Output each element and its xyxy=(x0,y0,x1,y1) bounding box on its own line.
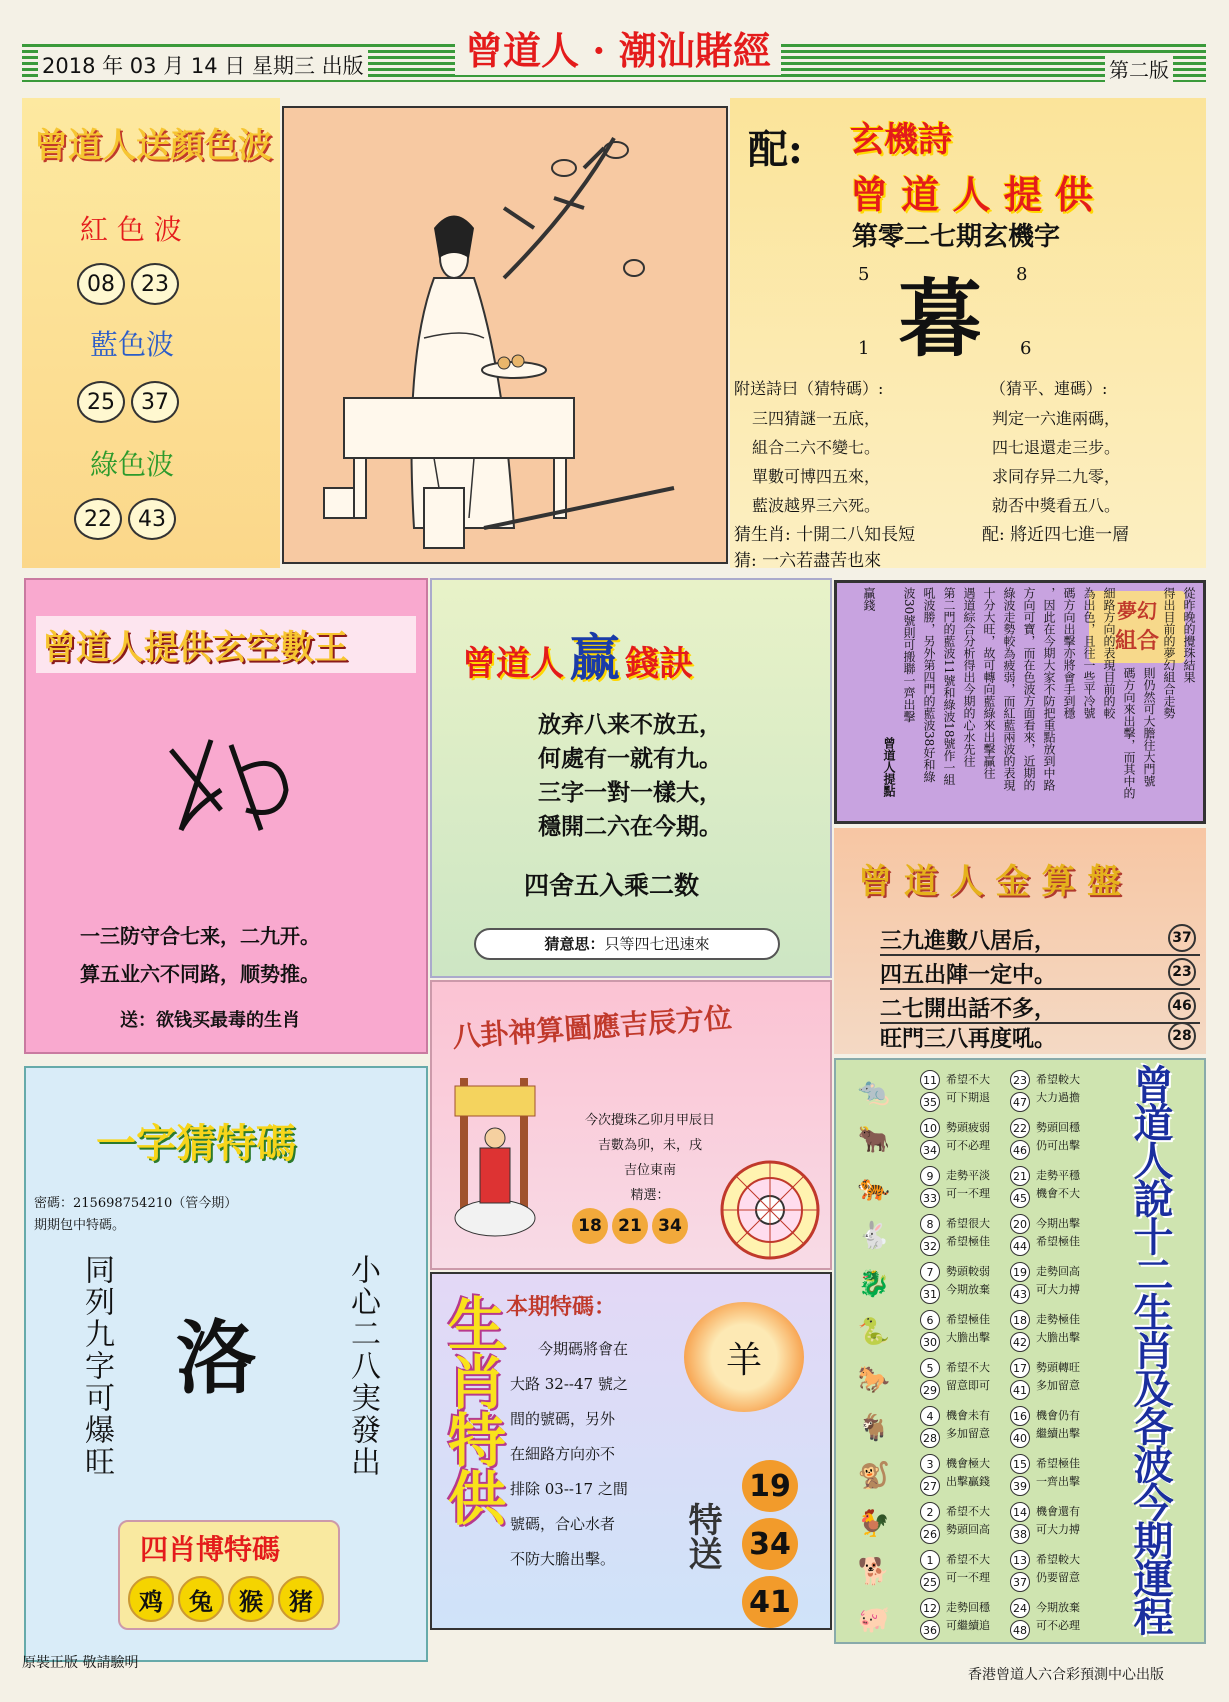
win-money-hint xyxy=(474,928,780,960)
win-title-a: 曾道人 xyxy=(462,644,564,684)
guess2-label: 猜: xyxy=(734,551,757,568)
zodiac-fortune: 希望很大 xyxy=(946,1217,990,1230)
zodiac-fortune: 走勢回高 xyxy=(1036,1265,1080,1278)
goat-icon: 🐐 xyxy=(857,1413,891,1443)
dream-col: 第二門的藍波11號和綠波18號作一組 xyxy=(942,587,956,786)
zodiac-fortune: 勢頭回穩 xyxy=(1036,1121,1080,1134)
calc-board-row xyxy=(880,1022,1200,1052)
dream-sign: 曾道人提點 xyxy=(882,737,896,797)
zodiac-fortune: 多加留意 xyxy=(946,1427,990,1440)
guess-text: 十開二八知長短 xyxy=(796,525,916,545)
zodiac-fortune: 仍可出擊 xyxy=(1036,1139,1080,1152)
zodiac-fortune: 機會極大 xyxy=(946,1457,990,1470)
zodiac-row xyxy=(836,1212,1104,1260)
zodiac-fortune: 可一不理 xyxy=(946,1571,990,1584)
zodiac-body-line: 號碼，合心水者 xyxy=(510,1515,616,1533)
zodiac-ball: 兔 xyxy=(178,1576,224,1622)
zodiac-fortune: 希望極佳 xyxy=(1036,1235,1080,1248)
zodiac-number: 15 xyxy=(1010,1454,1030,1474)
zodiac-number: 48 xyxy=(1010,1620,1030,1640)
scribble-character xyxy=(151,730,301,840)
win-line: 何處有一就有九。 xyxy=(538,745,722,772)
calc-num: 23 xyxy=(1168,958,1196,986)
calc-text: 四五出陣一定中。 xyxy=(880,962,1057,988)
zodiac-row xyxy=(836,1356,1104,1404)
bagua-wheel-icon xyxy=(718,1158,822,1262)
zodiac-number: 32 xyxy=(920,1236,940,1256)
guess-label: 猜生肖: xyxy=(734,525,791,545)
dream-col: 遇道綜合分析得出今期的心水先往 xyxy=(962,587,976,767)
zodiac-number: 42 xyxy=(1010,1332,1030,1352)
zodiac-ball: 鸡 xyxy=(128,1576,174,1622)
calc-num: 37 xyxy=(1168,924,1196,952)
bagua-number: 21 xyxy=(612,1208,648,1244)
zodiac-fortune: 走勢平穩 xyxy=(1036,1169,1080,1182)
dream-col: 則仍然可大膽往大門號 xyxy=(1142,667,1156,787)
code-line: 期期包中特碼。 xyxy=(34,1218,126,1233)
rat-icon: 🐀 xyxy=(857,1077,891,1107)
zodiac-body-line: 今期碼將會在 xyxy=(538,1340,629,1358)
horse-icon: 🐎 xyxy=(857,1365,891,1395)
dream-col: 綠波走勢較為疲弱，而紅藍兩波的表現 xyxy=(1002,587,1016,791)
zodiac-number: 28 xyxy=(920,1428,940,1448)
calc-text: 三九進數八居后， xyxy=(880,928,1057,954)
poem-right-lines xyxy=(992,404,1120,520)
zodiac-number: 39 xyxy=(1010,1476,1030,1496)
dream-combo-title1: 夢幻 xyxy=(1117,599,1157,623)
zodiac-fortune: 可不必理 xyxy=(946,1139,990,1152)
zodiac-number: 44 xyxy=(1010,1236,1030,1256)
zodiac-fortune: 可下期退 xyxy=(946,1091,990,1104)
zodiac-row xyxy=(836,1164,1104,1212)
zodiac-body-line: 大路 32--47 號之 xyxy=(510,1375,628,1393)
zodiac-fortune: 可大力搏 xyxy=(1036,1283,1080,1296)
bagua-lines xyxy=(558,1108,742,1208)
zodiac-fortune: 多加留意 xyxy=(1036,1379,1080,1392)
zodiac-fortune: 勢頭較弱 xyxy=(946,1265,990,1278)
poem-line: 三四猜謎一五底， xyxy=(752,409,881,428)
zodiac-fortune: 大膽出擊 xyxy=(1036,1331,1080,1344)
poem-line: 藍波越界三六死。 xyxy=(752,496,881,515)
mystic-poem-panel xyxy=(730,98,1206,568)
hint-label: 猜意思： xyxy=(544,935,605,953)
zodiac-number: 17 xyxy=(1010,1358,1030,1378)
bagua-number: 18 xyxy=(572,1208,608,1244)
zodiac-row xyxy=(836,1308,1104,1356)
red-wave-number: 23 xyxy=(131,263,179,305)
zodiac-number: 47 xyxy=(1010,1092,1030,1112)
mystic-char: 暮 xyxy=(898,269,983,368)
dream-col: 波30號則可搬聯一齊出擊 xyxy=(902,587,916,723)
zodiac-number: 29 xyxy=(920,1380,940,1400)
woman-illustration xyxy=(282,106,728,564)
tiger-icon: 🐅 xyxy=(857,1173,891,1203)
zodiac-fortune: 可一不理 xyxy=(946,1187,990,1200)
right-vertical-text: 小心二八実發出 xyxy=(345,1254,380,1478)
zodiac-number: 9 xyxy=(920,1166,940,1186)
zodiac-ball: 猴 xyxy=(228,1576,274,1622)
dream-col: 得出目前的夢幻組合走勢 xyxy=(1162,587,1176,719)
special-number: 41 xyxy=(742,1576,798,1628)
zodiac-special-body xyxy=(510,1332,628,1577)
zodiac-fortune: 大力過擔 xyxy=(1036,1091,1080,1104)
mystic-num: 5 xyxy=(858,264,870,285)
twelve-vert-title: 曾道人說十二生肖及各波今期運程 xyxy=(1127,1064,1174,1634)
rabbit-icon: 🐇 xyxy=(857,1221,891,1251)
zodiac-number: 23 xyxy=(1010,1070,1030,1090)
poem-line: 勍否中獎看五八。 xyxy=(992,496,1121,515)
dream-col: 碼方向來出擊，而其中的 xyxy=(1122,667,1136,799)
win-money-lines xyxy=(538,708,722,844)
zodiac-fortune: 機會還有 xyxy=(1036,1505,1080,1518)
zodiac-fortune: 走勢極佳 xyxy=(1036,1313,1080,1326)
dream-col: 從昨晚的攪珠結果 xyxy=(1182,587,1196,683)
zodiac-body-line: 排除 03--17 之間 xyxy=(510,1480,628,1498)
dream-col: 方向可寶，而在色波方面看來，近期的 xyxy=(1022,587,1036,791)
zodiac-fortune: 希望較大 xyxy=(1036,1553,1080,1566)
void-king-line: 算五业六不同路，顺势推。 xyxy=(80,962,320,986)
win-money-title xyxy=(462,618,693,690)
dream-combo-text xyxy=(859,587,1199,819)
zodiac-fortune: 可不必理 xyxy=(1036,1619,1080,1632)
zodiac-special-vert: 生肖特供 xyxy=(438,1294,506,1526)
zodiac-fortune: 今期放棄 xyxy=(946,1283,990,1296)
zodiac-number: 35 xyxy=(920,1092,940,1112)
mystic-num: 8 xyxy=(1016,264,1028,285)
dream-combo-title2: 組合 xyxy=(1114,628,1159,654)
zodiac-number: 21 xyxy=(1010,1166,1030,1186)
calc-board-title: 曾 道 人 金 算 盤 xyxy=(858,862,1122,902)
zodiac-fortune: 一齊出擊 xyxy=(1036,1475,1080,1488)
zodiac-row xyxy=(836,1116,1104,1164)
zodiac-fortune: 希望不大 xyxy=(946,1553,990,1566)
poem-left-head: 附送詩曰（猜特碼）: xyxy=(734,379,884,398)
one-char-title: 一字猜特碼 xyxy=(96,1120,296,1167)
zodiac-number: 41 xyxy=(1010,1380,1030,1400)
zodiac-number: 8 xyxy=(920,1214,940,1234)
special-number: 19 xyxy=(742,1460,798,1512)
zodiac-fortune: 留意即可 xyxy=(946,1379,990,1392)
dream-col: 贏錢 xyxy=(862,587,876,611)
zodiac-fortune: 走勢回穩 xyxy=(946,1601,990,1614)
zodiac-fortune: 大膽出擊 xyxy=(946,1331,990,1344)
bagua-nums xyxy=(572,1208,688,1244)
red-wave-number: 08 xyxy=(77,263,125,305)
calc-text: 二七開出話不多， xyxy=(880,996,1057,1022)
four-zodiac-box xyxy=(118,1520,340,1630)
bagua-line: 今次攪珠乙卯月甲辰日 xyxy=(584,1113,715,1128)
zodiac-number: 38 xyxy=(1010,1524,1030,1544)
zodiac-row xyxy=(836,1260,1104,1308)
special-send-label: 特送 xyxy=(682,1502,722,1570)
header-date: 2018 年 03 月 14 日 星期三 出版 xyxy=(38,50,368,80)
snake-icon: 🐍 xyxy=(857,1317,891,1347)
zodiac-row xyxy=(836,1404,1104,1452)
four-zodiac-list xyxy=(128,1576,324,1622)
win-line: 穩開二六在今期。 xyxy=(538,813,722,840)
rooster-icon: 🐓 xyxy=(857,1509,891,1539)
ox-icon: 🐂 xyxy=(857,1125,891,1155)
void-king-title: 曾道人提供玄空數王 xyxy=(36,616,416,673)
calc-board-row xyxy=(880,958,1200,990)
blue-wave-label: 藍色波 xyxy=(90,328,175,361)
poem-line: 組合二六不變七。 xyxy=(752,438,881,457)
zodiac-number: 7 xyxy=(920,1262,940,1282)
mystic-num: 6 xyxy=(1020,338,1032,359)
footer-right: 香港曾道人六合彩預測中心出版 xyxy=(968,1667,1164,1683)
zodiac-number: 14 xyxy=(1010,1502,1030,1522)
calc-board-row xyxy=(880,992,1200,1024)
zodiac-body-line: 間的號碼，另外 xyxy=(510,1410,616,1428)
one-char-panel xyxy=(24,1066,428,1662)
dream-col: ，因此在今期大家不防把重點放到中路 xyxy=(1042,587,1056,791)
zodiac-number: 20 xyxy=(1010,1214,1030,1234)
bagua-panel xyxy=(430,980,832,1270)
zodiac-number: 31 xyxy=(920,1284,940,1304)
pei2-text: 將近四七進一層 xyxy=(1010,525,1130,545)
calc-text: 旺門三八再度吼。 xyxy=(880,1026,1057,1052)
zodiac-fortune: 可繼續追 xyxy=(946,1619,990,1632)
zodiac-number: 19 xyxy=(1010,1262,1030,1282)
left-vertical-text: 同列九字可爆旺 xyxy=(79,1254,114,1478)
zodiac-number: 43 xyxy=(1010,1284,1030,1304)
zodiac-number: 22 xyxy=(1010,1118,1030,1138)
zodiac-number: 46 xyxy=(1010,1140,1030,1160)
zodiac-fortune: 勢頭轉旺 xyxy=(1036,1361,1080,1374)
zodiac-number: 1 xyxy=(920,1550,940,1570)
hint-text: 只等四七迅速來 xyxy=(604,935,710,953)
zodiac-number: 18 xyxy=(1010,1310,1030,1330)
green-wave-label: 綠色波 xyxy=(90,448,175,481)
zodiac-fortune: 仍要留意 xyxy=(1036,1571,1080,1584)
zodiac-number: 36 xyxy=(920,1620,940,1640)
win-line: 三字一對一樣大， xyxy=(538,779,722,806)
zodiac-special-head: 本期特碼： xyxy=(506,1294,617,1320)
bagua-line: 精選： xyxy=(630,1188,670,1203)
green-wave-number: 22 xyxy=(74,498,122,540)
win-title-b: 赢 xyxy=(569,629,620,687)
zodiac-fortune: 勢頭疲弱 xyxy=(946,1121,990,1134)
dream-col: 為出色，且往一些平冷號 xyxy=(1082,587,1096,719)
blue-wave-number: 37 xyxy=(131,381,179,423)
zodiac-number: 16 xyxy=(1010,1406,1030,1426)
poem-line: 判定一六進兩碼， xyxy=(992,409,1121,428)
zodiac-rows xyxy=(836,1060,1104,1644)
zodiac-fortune: 希望較大 xyxy=(1036,1073,1080,1086)
zodiac-fortune: 走勢平淡 xyxy=(946,1169,990,1182)
blue-wave-number: 25 xyxy=(77,381,125,423)
zodiac-number: 33 xyxy=(920,1188,940,1208)
general-on-horse-image xyxy=(440,1078,550,1258)
zodiac-body-line: 在細路方向亦不 xyxy=(510,1445,616,1463)
zodiac-fortune: 勢頭回高 xyxy=(946,1523,990,1536)
zodiac-number: 4 xyxy=(920,1406,940,1426)
zodiac-fortune: 希望極佳 xyxy=(946,1313,990,1326)
zodiac-fortune: 可大力搏 xyxy=(1036,1523,1080,1536)
pig-icon: 🐖 xyxy=(857,1605,891,1635)
pei2-label: 配: xyxy=(982,525,1005,545)
blue-wave-numbers xyxy=(77,381,185,423)
zodiac-special-panel xyxy=(430,1272,832,1630)
poem-line: 四七退還走三步。 xyxy=(992,438,1121,457)
header-title: 曾道人 · 潮汕賭經 xyxy=(455,20,781,75)
dream-col: 十分大旺，故可轉向藍綠來出擊贏往 xyxy=(982,587,996,779)
zodiac-fortune: 希望不大 xyxy=(946,1361,990,1374)
dog-icon: 🐕 xyxy=(857,1557,891,1587)
zodiac-fortune: 機會不大 xyxy=(1036,1187,1080,1200)
zodiac-number: 11 xyxy=(920,1070,940,1090)
bagua-title: 八卦神算圖應吉辰方位 xyxy=(451,1001,733,1054)
poem-line: 求同存异二九零， xyxy=(992,467,1121,486)
provider-title: 曾 道 人 提 供 xyxy=(850,173,1093,217)
footer-left: 原裝正版 敬請驗明 xyxy=(22,1655,139,1671)
code-line: 密碼：215698754210（管今期） xyxy=(34,1196,238,1211)
win-line: 放弃八来不放五， xyxy=(538,711,722,738)
dream-col: 碼方向出擊亦將會手到穩 xyxy=(1062,587,1076,719)
zodiac-number: 34 xyxy=(920,1140,940,1160)
monkey-icon: 🐒 xyxy=(857,1461,891,1491)
calc-num: 28 xyxy=(1168,1022,1196,1050)
zodiac-number: 10 xyxy=(920,1118,940,1138)
dream-col: 吼波勝，另外第四門的藍波38好和綠 xyxy=(922,587,936,783)
calc-board-panel xyxy=(834,828,1206,1054)
bagua-line: 吉數為卯，未，戌 xyxy=(597,1138,702,1153)
win-money-panel xyxy=(430,578,832,978)
calc-num: 46 xyxy=(1168,992,1196,1020)
red-wave-numbers xyxy=(77,263,185,305)
poem-left-lines xyxy=(752,404,880,520)
zodiac-number: 3 xyxy=(920,1454,940,1474)
zodiac-fortune: 希望極佳 xyxy=(946,1235,990,1248)
zodiac-row xyxy=(836,1548,1104,1596)
color-wave-title: 曾道人送顏色波 xyxy=(34,126,272,166)
zodiac-fortune: 繼續出擊 xyxy=(1036,1427,1080,1440)
bagua-line: 吉位東南 xyxy=(623,1163,676,1178)
poem-right-head: （猜平、連碼）: xyxy=(990,379,1108,398)
zodiac-number: 6 xyxy=(920,1310,940,1330)
void-king-line: 一三防守合七来，二九开。 xyxy=(80,924,320,948)
zodiac-number: 37 xyxy=(1010,1572,1030,1592)
guess2-text: 一六若盡苦也來 xyxy=(762,551,882,568)
zodiac-fortune: 今期放棄 xyxy=(1036,1601,1080,1614)
zodiac-number: 26 xyxy=(920,1524,940,1544)
bagua-number: 34 xyxy=(652,1208,688,1244)
zodiac-fortune: 機會未有 xyxy=(946,1409,990,1422)
zodiac-number: 40 xyxy=(1010,1428,1030,1448)
mystic-num: 1 xyxy=(858,338,870,359)
zodiac-fortune: 希望不大 xyxy=(946,1073,990,1086)
zodiac-fortune: 機會仍有 xyxy=(1036,1409,1080,1422)
zodiac-number: 24 xyxy=(1010,1598,1030,1618)
dream-combo-panel xyxy=(834,580,1206,824)
zodiac-fortune: 今期出擊 xyxy=(1036,1217,1080,1230)
zodiac-number: 12 xyxy=(920,1598,940,1618)
one-char-char: 洛 xyxy=(176,1311,256,1405)
zodiac-number: 45 xyxy=(1010,1188,1030,1208)
zodiac-body-line: 不防大膽出擊。 xyxy=(510,1550,616,1568)
void-king-panel xyxy=(24,578,428,1054)
win-money-sub: 四舍五入乘二数 xyxy=(524,871,700,900)
zodiac-row xyxy=(836,1068,1104,1116)
pei-label: 配: xyxy=(748,126,803,173)
sun-badge xyxy=(684,1302,804,1412)
issue-title: 第零二七期玄機字 xyxy=(852,222,1061,252)
special-nums xyxy=(742,1460,806,1628)
zodiac-row xyxy=(836,1452,1104,1500)
zodiac-number: 25 xyxy=(920,1572,940,1592)
zodiac-row xyxy=(836,1500,1104,1548)
void-king-send: 送：欲钱买最毒的生肖 xyxy=(120,1010,300,1031)
zodiac-number: 27 xyxy=(920,1476,940,1496)
zodiac-number: 30 xyxy=(920,1332,940,1352)
mystic-poem-title: 玄機詩 xyxy=(850,120,952,160)
four-zodiac-title: 四肖博特碼 xyxy=(140,1533,281,1566)
twelve-zodiac-panel xyxy=(834,1058,1206,1644)
calc-board-row xyxy=(880,924,1200,956)
dragon-icon: 🐉 xyxy=(857,1269,891,1299)
zodiac-fortune: 希望不大 xyxy=(946,1505,990,1518)
zodiac-number: 5 xyxy=(920,1358,940,1378)
special-number: 34 xyxy=(742,1518,798,1570)
header-edition: 第二版 xyxy=(1105,54,1173,83)
zodiac-number: 13 xyxy=(1010,1550,1030,1570)
red-wave-label: 紅 色 波 xyxy=(80,213,182,246)
win-title-c: 錢訣 xyxy=(625,644,694,684)
zodiac-fortune: 希望極佳 xyxy=(1036,1457,1080,1470)
green-wave-numbers xyxy=(74,498,182,540)
guess-pei xyxy=(982,520,1129,545)
zodiac-fortune: 出擊贏錢 xyxy=(946,1475,990,1488)
zodiac-special-animal: 羊 xyxy=(725,1339,762,1381)
zodiac-ball: 猪 xyxy=(278,1576,324,1622)
poem-line: 單數可博四五來， xyxy=(752,467,881,486)
zodiac-row xyxy=(836,1596,1104,1644)
guess-zodiac xyxy=(734,520,915,545)
guess-2 xyxy=(734,546,881,568)
green-wave-number: 43 xyxy=(128,498,176,540)
dream-col: 細路方向的表現目前的較 xyxy=(1102,587,1116,719)
zodiac-number: 2 xyxy=(920,1502,940,1522)
color-wave-panel xyxy=(22,98,280,568)
